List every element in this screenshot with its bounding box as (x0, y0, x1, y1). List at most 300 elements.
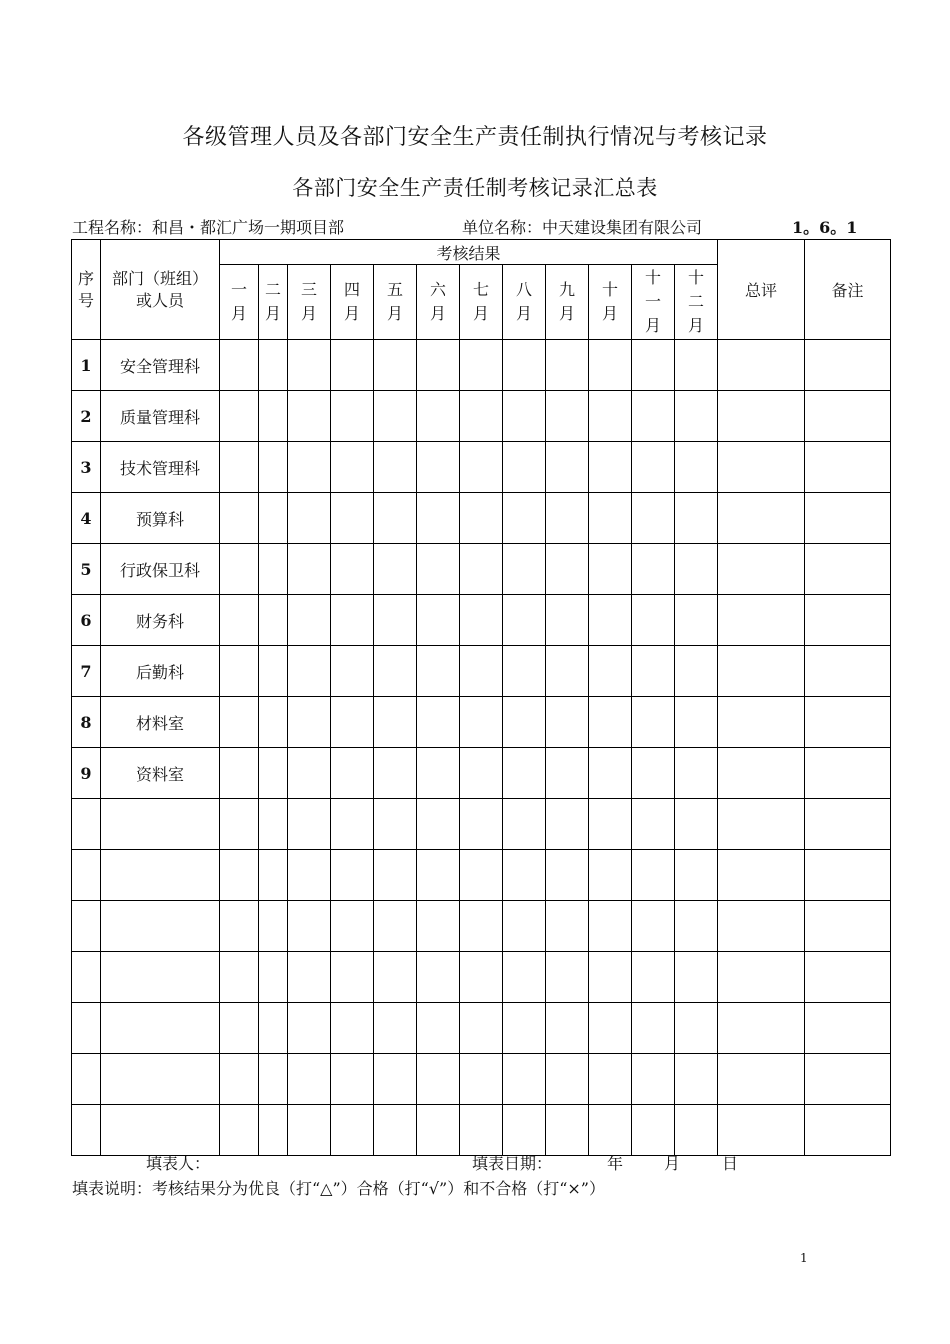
month-cell (374, 901, 417, 952)
month-cell (288, 799, 331, 850)
month-cell (220, 442, 259, 493)
month-cell (220, 1105, 259, 1156)
month-cell (632, 952, 675, 1003)
month-cell (546, 697, 589, 748)
table-row (72, 799, 891, 850)
table-row (72, 493, 891, 544)
row-seq: 7 (72, 646, 101, 697)
info-line (72, 215, 892, 239)
month-cell (259, 850, 288, 901)
row-seq: 1 (72, 340, 101, 391)
month-cell (503, 340, 546, 391)
month-cell (374, 544, 417, 595)
month-cell (460, 850, 503, 901)
month-cell (220, 1003, 259, 1054)
table-row (72, 952, 891, 1003)
month-cell (546, 391, 589, 442)
month-cell (288, 1003, 331, 1054)
month-cell (288, 493, 331, 544)
remarks-cell (805, 646, 891, 697)
month-cell (331, 697, 374, 748)
table-row (72, 544, 891, 595)
results-header: 考核结果 (220, 240, 718, 265)
month-cell (546, 850, 589, 901)
remarks-cell (805, 850, 891, 901)
overall-cell (718, 748, 805, 799)
month-cell (675, 493, 718, 544)
month-cell (632, 748, 675, 799)
month-cell (288, 442, 331, 493)
month-cell (331, 799, 374, 850)
row-dept (101, 1003, 220, 1054)
month-cell (417, 442, 460, 493)
row-dept: 行政保卫科 (101, 544, 220, 595)
overall-header: 总评 (718, 240, 805, 340)
month-cell (460, 1105, 503, 1156)
month-cell (503, 1105, 546, 1156)
month-cell (220, 850, 259, 901)
row-seq: 4 (72, 493, 101, 544)
month-cell (460, 442, 503, 493)
overall-cell (718, 1054, 805, 1105)
month-header: 十 二 月 (675, 265, 718, 340)
row-dept: 质量管理科 (101, 391, 220, 442)
month-cell (374, 442, 417, 493)
remarks-cell (805, 391, 891, 442)
year-label: 年 (607, 1154, 624, 1173)
month-cell (288, 544, 331, 595)
month-cell (288, 697, 331, 748)
month-cell (460, 901, 503, 952)
month-header: 四 月 (331, 265, 374, 340)
month-cell (220, 391, 259, 442)
month-cell (589, 748, 632, 799)
month-cell (632, 493, 675, 544)
table-row (72, 850, 891, 901)
table-row (72, 646, 891, 697)
date-label: 填表日期： (472, 1154, 553, 1173)
month-cell (632, 646, 675, 697)
month-cell (460, 391, 503, 442)
month-cell (546, 1003, 589, 1054)
month-cell (632, 799, 675, 850)
row-dept: 后勤科 (101, 646, 220, 697)
row-dept: 安全管理科 (101, 340, 220, 391)
month-cell (460, 595, 503, 646)
table-row (72, 442, 891, 493)
month-cell (675, 340, 718, 391)
remarks-cell (805, 748, 891, 799)
row-seq: 8 (72, 697, 101, 748)
table-row (72, 697, 891, 748)
month-cell (632, 391, 675, 442)
month-cell (288, 952, 331, 1003)
row-dept: 材料室 (101, 697, 220, 748)
remarks-cell (805, 493, 891, 544)
month-cell (331, 493, 374, 544)
table-row (72, 340, 891, 391)
month-cell (503, 850, 546, 901)
month-cell (675, 952, 718, 1003)
month-cell (546, 901, 589, 952)
month-cell (288, 595, 331, 646)
month-cell (675, 442, 718, 493)
month-cell (417, 1105, 460, 1156)
row-seq (72, 1003, 101, 1054)
signature-line (72, 1151, 892, 1175)
table-row (72, 901, 891, 952)
row-dept (101, 850, 220, 901)
month-cell (675, 748, 718, 799)
month-cell (220, 952, 259, 1003)
month-cell (259, 442, 288, 493)
remarks-cell (805, 799, 891, 850)
remarks-cell (805, 442, 891, 493)
month-cell (259, 748, 288, 799)
month-cell (632, 1003, 675, 1054)
month-cell (374, 1003, 417, 1054)
overall-cell (718, 799, 805, 850)
month-cell (503, 1054, 546, 1105)
seq-header: 序 号 (72, 240, 101, 340)
month-cell (503, 799, 546, 850)
month-cell (589, 799, 632, 850)
row-dept: 财务科 (101, 595, 220, 646)
month-cell (259, 646, 288, 697)
month-cell (374, 1054, 417, 1105)
month-cell (220, 1054, 259, 1105)
month-cell (503, 544, 546, 595)
month-cell (374, 340, 417, 391)
month-cell (331, 952, 374, 1003)
month-cell (632, 442, 675, 493)
overall-cell (718, 391, 805, 442)
month-cell (331, 646, 374, 697)
month-cell (675, 595, 718, 646)
month-cell (220, 493, 259, 544)
month-cell (259, 952, 288, 1003)
remarks-cell (805, 1105, 891, 1156)
month-cell (675, 1003, 718, 1054)
month-cell (503, 493, 546, 544)
month-cell (259, 340, 288, 391)
remarks-cell (805, 1003, 891, 1054)
table-row (72, 1105, 891, 1156)
row-dept: 技术管理科 (101, 442, 220, 493)
table-row (72, 595, 891, 646)
month-cell (374, 799, 417, 850)
remarks-cell (805, 340, 891, 391)
month-cell (331, 391, 374, 442)
month-cell (503, 646, 546, 697)
month-cell (417, 595, 460, 646)
unit-name: 单位名称：中天建设集团有限公司 (462, 218, 703, 237)
month-cell (374, 595, 417, 646)
month-cell (546, 952, 589, 1003)
row-seq: 5 (72, 544, 101, 595)
month-cell (288, 391, 331, 442)
month-cell (675, 697, 718, 748)
month-cell (503, 901, 546, 952)
month-cell (460, 646, 503, 697)
row-seq (72, 799, 101, 850)
row-seq: 6 (72, 595, 101, 646)
month-cell (374, 850, 417, 901)
month-cell (546, 646, 589, 697)
month-cell (460, 493, 503, 544)
month-cell (632, 595, 675, 646)
month-cell (417, 1003, 460, 1054)
month-cell (288, 1105, 331, 1156)
month-cell (546, 595, 589, 646)
filler-label: 填表人： (146, 1154, 211, 1173)
month-cell (331, 442, 374, 493)
month-cell (417, 850, 460, 901)
month-cell (503, 442, 546, 493)
month-cell (632, 901, 675, 952)
month-cell (589, 901, 632, 952)
remarks-cell (805, 1054, 891, 1105)
month-cell (632, 850, 675, 901)
month-cell (374, 748, 417, 799)
row-dept: 预算科 (101, 493, 220, 544)
month-cell (460, 340, 503, 391)
month-cell (546, 493, 589, 544)
month-cell (632, 544, 675, 595)
month-cell (417, 1054, 460, 1105)
month-cell (220, 697, 259, 748)
month-cell (374, 493, 417, 544)
page-number: 1 (800, 1251, 808, 1265)
month-cell (589, 493, 632, 544)
month-cell (220, 595, 259, 646)
month-cell (460, 748, 503, 799)
month-cell (632, 1054, 675, 1105)
month-cell (546, 1054, 589, 1105)
month-cell (503, 1003, 546, 1054)
table-row (72, 1003, 891, 1054)
month-cell (589, 544, 632, 595)
month-cell (374, 952, 417, 1003)
month-cell (374, 697, 417, 748)
month-cell (417, 952, 460, 1003)
month-cell (374, 646, 417, 697)
month-cell (589, 442, 632, 493)
month-header: 一 月 (220, 265, 259, 340)
table-row (72, 391, 891, 442)
month-header: 五 月 (374, 265, 417, 340)
row-seq (72, 952, 101, 1003)
month-cell (589, 1003, 632, 1054)
month-cell (220, 646, 259, 697)
month-cell (259, 544, 288, 595)
overall-cell (718, 1105, 805, 1156)
month-cell (503, 697, 546, 748)
month-cell (503, 952, 546, 1003)
overall-cell (718, 1003, 805, 1054)
month-cell (417, 697, 460, 748)
project-name: 工程名称：和昌・都汇广场一期项目部 (72, 218, 345, 237)
month-cell (589, 646, 632, 697)
row-seq (72, 1054, 101, 1105)
month-cell (417, 646, 460, 697)
month-cell (331, 1054, 374, 1105)
month-cell (503, 595, 546, 646)
remarks-cell (805, 697, 891, 748)
month-cell (417, 799, 460, 850)
month-cell (417, 901, 460, 952)
month-cell (331, 901, 374, 952)
month-cell (259, 595, 288, 646)
overall-cell (718, 340, 805, 391)
month-cell (675, 850, 718, 901)
month-cell (259, 391, 288, 442)
month-cell (460, 952, 503, 1003)
month-cell (331, 1105, 374, 1156)
month-cell (589, 697, 632, 748)
row-seq: 9 (72, 748, 101, 799)
month-header: 六 月 (417, 265, 460, 340)
table-title: 各部门安全生产责任制考核记录汇总表 (292, 176, 658, 200)
month-cell (417, 544, 460, 595)
month-cell (417, 391, 460, 442)
month-cell (675, 1105, 718, 1156)
month-cell (632, 340, 675, 391)
month-cell (546, 544, 589, 595)
month-header: 七 月 (460, 265, 503, 340)
month-cell (220, 340, 259, 391)
month-cell (331, 1003, 374, 1054)
month-cell (589, 391, 632, 442)
month-cell (374, 391, 417, 442)
month-cell (220, 748, 259, 799)
month-cell (417, 493, 460, 544)
day-label: 日 (722, 1154, 739, 1173)
row-seq: 3 (72, 442, 101, 493)
row-dept (101, 1105, 220, 1156)
row-seq: 2 (72, 391, 101, 442)
month-cell (675, 1054, 718, 1105)
month-cell (259, 493, 288, 544)
document-title: 各级管理人员及各部门安全生产责任制执行情况与考核记录 (182, 125, 768, 150)
month-cell (546, 799, 589, 850)
overall-cell (718, 952, 805, 1003)
month-cell (331, 595, 374, 646)
month-header: 九 月 (546, 265, 589, 340)
overall-cell (718, 697, 805, 748)
month-cell (460, 544, 503, 595)
month-cell (589, 1105, 632, 1156)
overall-cell (718, 901, 805, 952)
row-dept (101, 952, 220, 1003)
month-cell (632, 697, 675, 748)
month-cell (374, 1105, 417, 1156)
month-cell (675, 799, 718, 850)
month-cell (460, 697, 503, 748)
month-label: 月 (664, 1154, 681, 1173)
remarks-cell (805, 595, 891, 646)
month-cell (331, 748, 374, 799)
month-cell (220, 901, 259, 952)
row-dept (101, 1054, 220, 1105)
month-header: 三 月 (288, 265, 331, 340)
row-seq (72, 1105, 101, 1156)
overall-cell (718, 442, 805, 493)
month-header: 八 月 (503, 265, 546, 340)
row-seq (72, 901, 101, 952)
month-cell (288, 646, 331, 697)
month-cell (331, 544, 374, 595)
form-code: 1。6。1 (792, 218, 858, 237)
month-cell (220, 544, 259, 595)
month-header: 十 月 (589, 265, 632, 340)
overall-cell (718, 493, 805, 544)
month-cell (331, 340, 374, 391)
month-cell (675, 391, 718, 442)
month-cell (589, 595, 632, 646)
month-cell (589, 1054, 632, 1105)
month-cell (288, 1054, 331, 1105)
remarks-cell (805, 952, 891, 1003)
table-row (72, 1054, 891, 1105)
month-cell (460, 799, 503, 850)
remarks-cell (805, 901, 891, 952)
assessment-table (71, 239, 891, 1156)
table-row (72, 748, 891, 799)
month-cell (589, 340, 632, 391)
month-header: 十 一 月 (632, 265, 675, 340)
overall-cell (718, 646, 805, 697)
overall-cell (718, 850, 805, 901)
month-cell (259, 1054, 288, 1105)
instructions-note: 填表说明：考核结果分为优良（打“△”）合格（打“√”）和不合格（打“×”） (72, 1179, 605, 1198)
month-cell (503, 748, 546, 799)
dept-header: 部门（班组） 或人员 (101, 240, 220, 340)
month-cell (589, 850, 632, 901)
overall-cell (718, 595, 805, 646)
month-cell (417, 340, 460, 391)
month-cell (546, 442, 589, 493)
month-cell (589, 952, 632, 1003)
overall-cell (718, 544, 805, 595)
month-cell (288, 340, 331, 391)
month-cell (460, 1003, 503, 1054)
month-cell (288, 748, 331, 799)
month-cell (675, 901, 718, 952)
month-cell (503, 391, 546, 442)
row-seq (72, 850, 101, 901)
month-cell (259, 1003, 288, 1054)
month-cell (546, 340, 589, 391)
month-cell (288, 850, 331, 901)
remarks-cell (805, 544, 891, 595)
remarks-header: 备注 (805, 240, 891, 340)
month-cell (259, 901, 288, 952)
month-cell (675, 544, 718, 595)
month-cell (546, 748, 589, 799)
month-cell (259, 799, 288, 850)
month-cell (259, 697, 288, 748)
row-dept: 资料室 (101, 748, 220, 799)
month-cell (546, 1105, 589, 1156)
row-dept (101, 799, 220, 850)
month-cell (220, 799, 259, 850)
month-cell (288, 901, 331, 952)
month-cell (417, 748, 460, 799)
row-dept (101, 901, 220, 952)
month-header: 二 月 (259, 265, 288, 340)
month-cell (331, 850, 374, 901)
